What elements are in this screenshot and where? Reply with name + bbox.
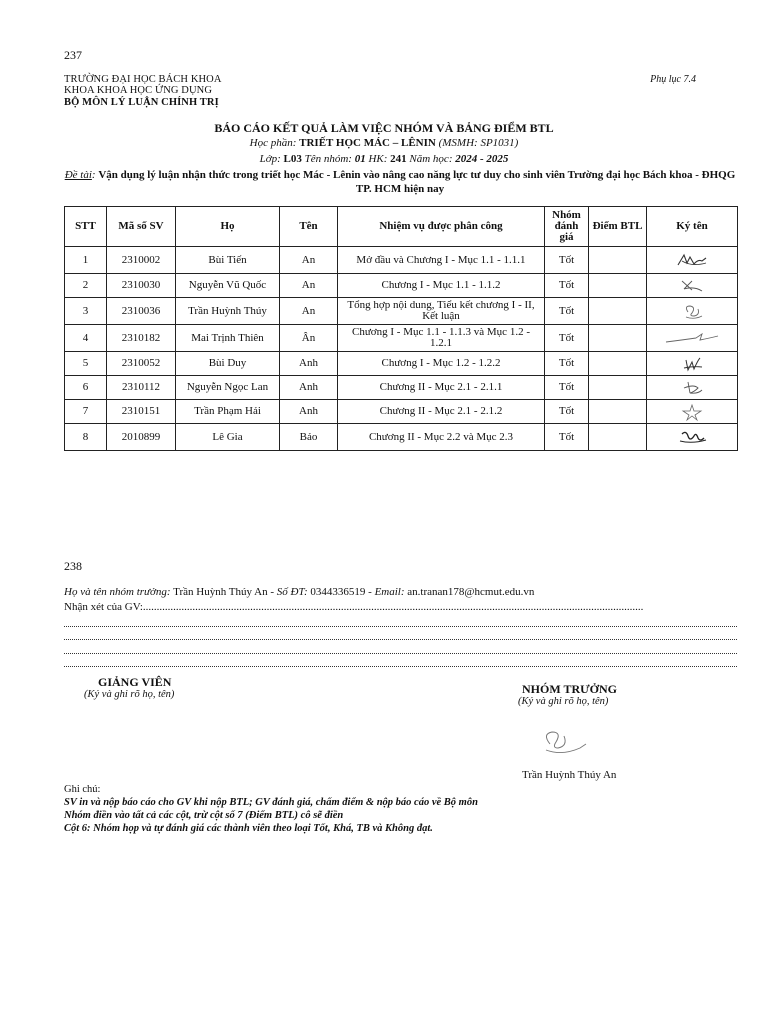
- cell-rating: Tốt: [545, 400, 589, 424]
- cell-score: [589, 298, 647, 325]
- cell-first-name: Anh: [280, 376, 338, 400]
- signature-mark: [672, 378, 712, 398]
- signature-mark: [672, 426, 712, 448]
- remark-dotted-line: [64, 665, 737, 667]
- year-label: Năm học:: [409, 153, 453, 165]
- leader-label: Họ và tên nhóm trưởng:: [64, 586, 171, 598]
- cell-student-id: 2310151: [107, 400, 176, 424]
- cell-rating: Tốt: [545, 352, 589, 376]
- signature-mark: [672, 402, 712, 422]
- cell-stt: 5: [65, 352, 107, 376]
- report-title: BÁO CÁO KẾT QUẢ LÀM VIỆC NHÓM VÀ BẢNG ĐIỂM BTL: [214, 121, 554, 135]
- cell-first-name: Anh: [280, 352, 338, 376]
- cell-signature: [647, 298, 738, 325]
- signature-mark: [672, 249, 712, 271]
- remark-label: Nhận xét của GV:: [64, 601, 143, 613]
- cell-signature: [647, 325, 738, 352]
- header-signature: Ký tên: [647, 207, 738, 247]
- signature-mark: [672, 354, 712, 374]
- cell-stt: 4: [65, 325, 107, 352]
- cell-rating: Tốt: [545, 274, 589, 298]
- class-line: [0, 153, 768, 165]
- header-stt: STT: [65, 207, 107, 247]
- cell-task: Chương II - Mục 2.1 - 2.1.1: [338, 376, 545, 400]
- phone-label: Số ĐT:: [276, 586, 308, 598]
- table-row: [65, 325, 738, 352]
- header-task: Nhiệm vụ được phân công: [338, 207, 545, 247]
- note-line: SV in và nộp báo cáo cho GV khi nộp BTL; GV đánh giá, chấm điểm & nộp báo cáo về Bộ môn: [64, 797, 478, 808]
- course-label: Học phần:: [249, 137, 297, 149]
- university-name: TRƯỜNG ĐẠI HỌC BÁCH KHOA: [64, 74, 222, 85]
- separator: -: [267, 586, 277, 598]
- cell-first-name: An: [280, 298, 338, 325]
- cell-first-name: An: [280, 247, 338, 274]
- remark-line: [64, 601, 737, 613]
- semester-label: HK:: [368, 153, 388, 165]
- topic-line: Đề tài: Vận dụng lý luận nhận thức trong triết học Mác - Lênin vào nâng cao năng lực tư duy cho sinh viên Trường đại học Bách khoa - ĐHQG TP. HCM hiện nay: [64, 169, 736, 195]
- cell-signature: [647, 400, 738, 424]
- course-line: [0, 137, 768, 149]
- cell-stt: 2: [65, 274, 107, 298]
- cell-score: [589, 400, 647, 424]
- cell-rating: Tốt: [545, 247, 589, 274]
- leader-name: Trần Huỳnh Thúy An: [173, 586, 268, 598]
- leader-title: NHÓM TRƯỞNG: [522, 682, 617, 696]
- appendix-label: Phụ lục 7.4: [650, 74, 696, 85]
- lecturer-title: GIẢNG VIÊN: [98, 675, 172, 689]
- group-label: Tên nhóm:: [304, 153, 352, 165]
- class-value: L03: [283, 153, 302, 165]
- table-row: [65, 352, 738, 376]
- topic-text: Vận dụng lý luận nhận thức trong triết học Mác - Lênin vào nâng cao năng lực tư duy cho sinh viên Trường đại học Bách khoa - ĐHQG TP. HCM hiện nay: [98, 169, 736, 195]
- cell-last-name: Lê Gia: [176, 424, 280, 451]
- cell-student-id: 2310052: [107, 352, 176, 376]
- remark-dotted-line: [64, 652, 737, 654]
- phone-number: 0344336519: [310, 586, 366, 598]
- cell-student-id: 2310030: [107, 274, 176, 298]
- cell-last-name: Bùi Tiến: [176, 247, 280, 274]
- header-last-name: Họ: [176, 207, 280, 247]
- cell-rating: Tốt: [545, 325, 589, 352]
- cell-stt: 8: [65, 424, 107, 451]
- remark-dotted-line: [64, 638, 737, 640]
- cell-first-name: Anh: [280, 400, 338, 424]
- email-label: Email:: [374, 586, 405, 598]
- cell-score: [589, 274, 647, 298]
- cell-task: Chương II - Mục 2.2 và Mục 2.3: [338, 424, 545, 451]
- cell-score: [589, 376, 647, 400]
- cell-stt: 3: [65, 298, 107, 325]
- header-score: Điểm BTL: [589, 207, 647, 247]
- leader-contact-line: [64, 586, 534, 598]
- cell-student-id: 2010899: [107, 424, 176, 451]
- cell-last-name: Trần Huỳnh Thúy: [176, 298, 280, 325]
- cell-task: Mở đầu và Chương I - Mục 1.1 - 1.1.1: [338, 247, 545, 274]
- table-row: [65, 298, 738, 325]
- member-table: [64, 206, 738, 451]
- cell-last-name: Nguyễn Ngọc Lan: [176, 376, 280, 400]
- cell-signature: [647, 352, 738, 376]
- cell-signature: [647, 424, 738, 451]
- signature-mark: [662, 328, 722, 348]
- cell-student-id: 2310112: [107, 376, 176, 400]
- signature-mark: [672, 300, 712, 322]
- cell-task: Chương I - Mục 1.2 - 1.2.2: [338, 352, 545, 376]
- signature-mark: [528, 724, 598, 758]
- notes-label: Ghi chú:: [64, 784, 101, 795]
- note-line: Nhóm điền vào tất cả các cột, trừ cột số 7 (Điểm BTL) cô sẽ điền: [64, 810, 344, 821]
- cell-stt: 7: [65, 400, 107, 424]
- topic-label: Đề tài: [64, 169, 92, 181]
- cell-student-id: 2310036: [107, 298, 176, 325]
- group-value: 01: [354, 153, 366, 165]
- year-value: 2024 - 2025: [455, 153, 509, 165]
- leader-sign-instruction: (Ký và ghi rõ họ, tên): [518, 696, 609, 707]
- cell-score: [589, 352, 647, 376]
- cell-rating: Tốt: [545, 376, 589, 400]
- department-name: BỘ MÔN LÝ LUẬN CHÍNH TRỊ: [64, 97, 219, 108]
- page-number: 238: [64, 559, 82, 573]
- cell-last-name: Nguyễn Vũ Quốc: [176, 274, 280, 298]
- cell-last-name: Trần Phạm Hải: [176, 400, 280, 424]
- course-code: (MSMH: SP1031): [438, 137, 519, 149]
- table-row: [65, 400, 738, 424]
- class-label: Lớp:: [259, 153, 281, 165]
- cell-student-id: 2310002: [107, 247, 176, 274]
- cell-stt: 1: [65, 247, 107, 274]
- semester-value: 241: [390, 153, 407, 165]
- header-student-id: Mã số SV: [107, 207, 176, 247]
- table-row: [65, 376, 738, 400]
- cell-score: [589, 325, 647, 352]
- cell-first-name: Bảo: [280, 424, 338, 451]
- cell-signature: [647, 376, 738, 400]
- table-row: [65, 424, 738, 451]
- cell-last-name: Mai Trịnh Thiên: [176, 325, 280, 352]
- page-number: 237: [64, 48, 82, 62]
- cell-rating: Tốt: [545, 424, 589, 451]
- table-row: [65, 247, 738, 274]
- cell-score: [589, 424, 647, 451]
- cell-rating: Tốt: [545, 298, 589, 325]
- header-rating: Nhóm đánh giá: [545, 207, 589, 247]
- remark-dots: ......................................................................................................................................................................................: [142, 601, 644, 613]
- header-first-name: Tên: [280, 207, 338, 247]
- table-row: [65, 274, 738, 298]
- lecturer-sign-instruction: (Ký và ghi rõ họ, tên): [84, 689, 175, 700]
- separator: -: [365, 586, 375, 598]
- cell-first-name: An: [280, 274, 338, 298]
- course-name: TRIẾT HỌC MÁC – LÊNIN: [299, 137, 436, 149]
- cell-task: Chương I - Mục 1.1 - 1.1.2: [338, 274, 545, 298]
- cell-signature: [647, 274, 738, 298]
- email-address: an.tranan178@hcmut.edu.vn: [407, 586, 535, 598]
- cell-last-name: Bùi Duy: [176, 352, 280, 376]
- cell-task: Chương I - Mục 1.1 - 1.1.3 và Mục 1.2 - 1.2.1: [338, 325, 545, 352]
- faculty-name: KHOA KHOA HỌC ỨNG DỤNG: [64, 85, 213, 96]
- leader-signature: [528, 724, 598, 761]
- signature-mark: [672, 276, 712, 296]
- table-header-row: [65, 207, 738, 247]
- remark-dotted-line: [64, 625, 737, 627]
- cell-task: Chương II - Mục 2.1 - 2.1.2: [338, 400, 545, 424]
- leader-signed-name: Trần Huỳnh Thúy An: [522, 769, 617, 781]
- cell-signature: [647, 247, 738, 274]
- cell-task: Tổng hợp nội dung, Tiểu kết chương I - II, Kết luận: [338, 298, 545, 325]
- cell-stt: 6: [65, 376, 107, 400]
- cell-student-id: 2310182: [107, 325, 176, 352]
- cell-first-name: Ân: [280, 325, 338, 352]
- note-line: Cột 6: Nhóm họp và tự đánh giá các thành viên theo loại Tốt, Khá, TB và Không đạt.: [64, 823, 433, 834]
- cell-score: [589, 247, 647, 274]
